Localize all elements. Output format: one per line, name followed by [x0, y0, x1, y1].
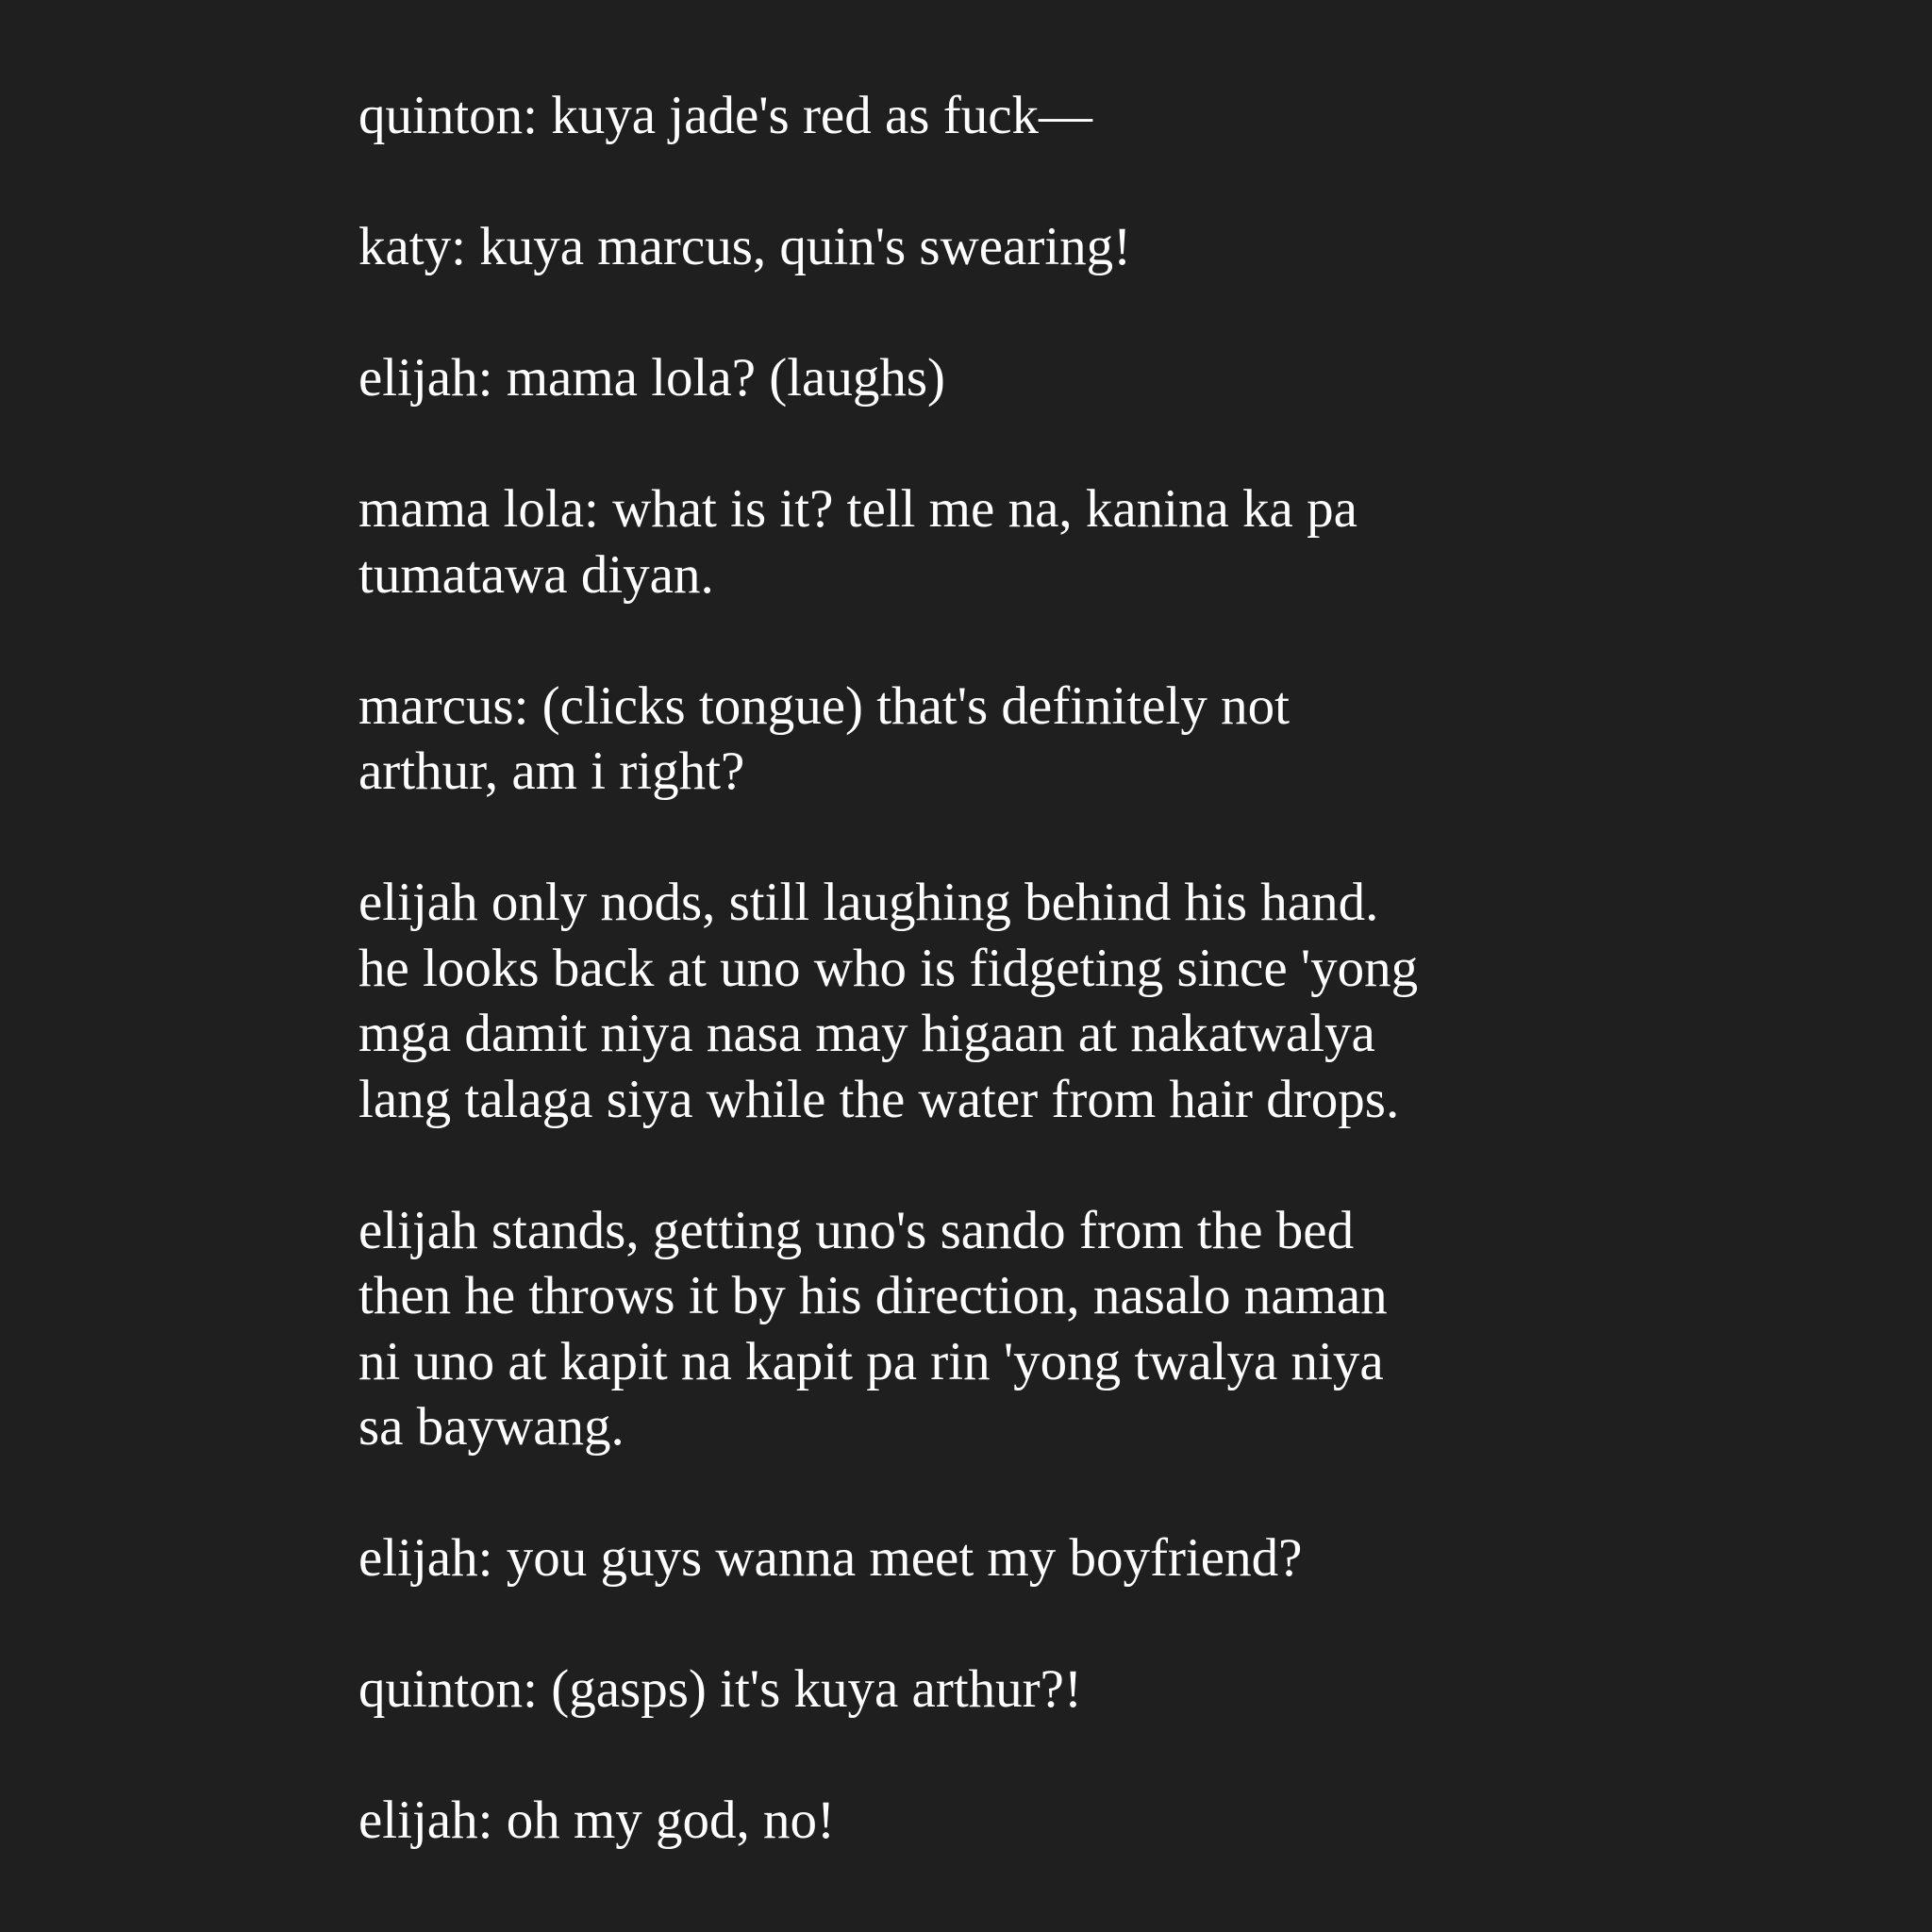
text-line: ni uno at kapit na kapit pa rin 'yong twalya niya [358, 1331, 1384, 1391]
dialogue-katy [358, 214, 1623, 280]
text-line: sa baywang. [358, 1397, 625, 1457]
narration-elijah-nods [358, 870, 1623, 1132]
text-line: quinton: kuya jade's red as fuck— [358, 86, 1092, 145]
text-line: elijah only nods, still laughing behind his hand. [358, 873, 1379, 932]
text-line: mga damit niya nasa may higaan at nakatwalya [358, 1004, 1375, 1063]
text-line: elijah: oh my god, no! [358, 1790, 836, 1850]
text-line: mama lola: what is it? tell me na, kanina ka pa [358, 479, 1357, 539]
dialogue-quinton-2 [358, 1657, 1623, 1723]
text-line: katy: kuya marcus, quin's swearing! [358, 217, 1132, 276]
dialogue-mama-lola [358, 476, 1623, 608]
text-line: arthur, am i right? [358, 741, 745, 801]
text-line: quinton: (gasps) it's kuya arthur?! [358, 1659, 1082, 1719]
dialogue-marcus [358, 674, 1623, 805]
text-line: then he throws it by his direction, nasalo naman [358, 1266, 1388, 1325]
text-line: he looks back at uno who is fidgeting since 'yong [358, 938, 1419, 998]
text-line: elijah: you guys wanna meet my boyfriend? [358, 1528, 1303, 1588]
text-line: elijah stands, getting uno's sando from the bed [358, 1200, 1355, 1260]
text-line: tumatawa diyan. [358, 544, 714, 605]
dialogue-quinton-1 [358, 83, 1623, 149]
dialogue-elijah-3 [358, 1788, 1623, 1854]
dialogue-elijah-2 [358, 1525, 1623, 1591]
text-line: marcus: (clicks tongue) that's definitely not [358, 675, 1290, 736]
dialogue-elijah-1 [358, 345, 1623, 411]
text-line: elijah: mama lola? (laughs) [358, 348, 946, 408]
text-line: lang talaga siya while the water from hair drops. [358, 1069, 1400, 1129]
story-text [358, 83, 1623, 1854]
narration-elijah-stands [358, 1198, 1623, 1460]
